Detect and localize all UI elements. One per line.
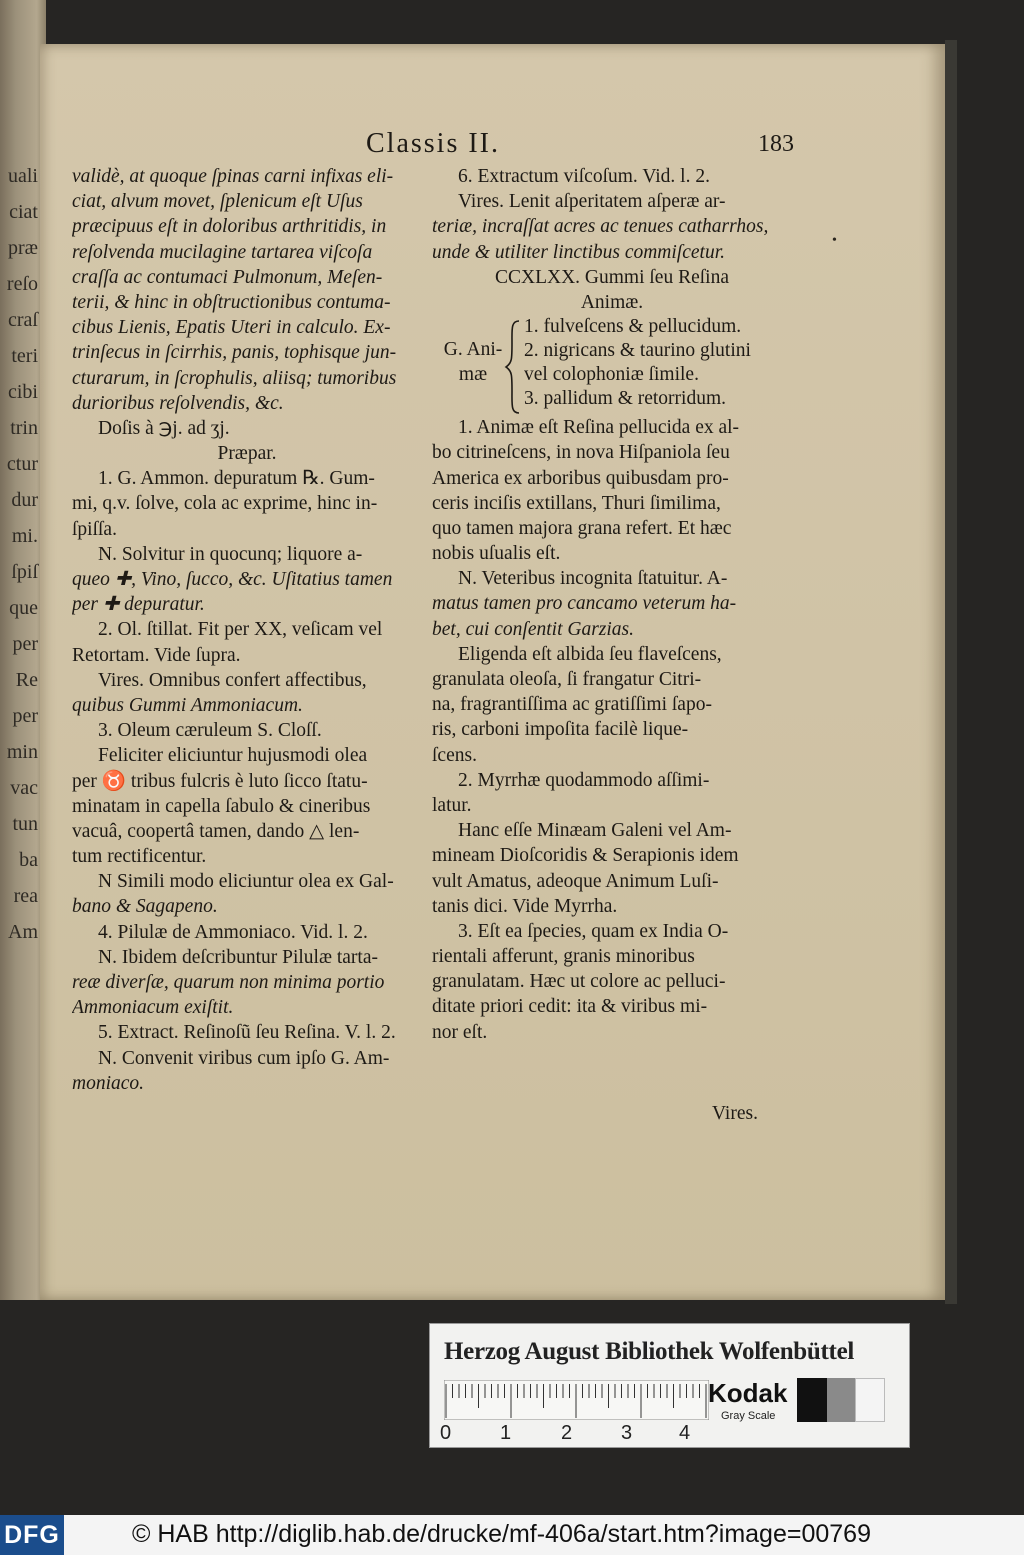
text-line: terii, & hinc in obſtructionibus contuma- xyxy=(72,291,391,313)
text-line: 4. Pilulæ de Ammoniaco. Vid. l. 2. xyxy=(98,921,368,943)
text-line: mi, q.v. ſolve, cola ac exprime, hinc in- xyxy=(72,493,378,515)
edge-fragment: ciat xyxy=(9,201,38,223)
text-line: Præpar. xyxy=(217,443,277,465)
right-column-top xyxy=(432,164,792,315)
page-shadow xyxy=(945,40,957,1304)
text-line: 1. G. Ammon. depuratum ℞. Gum- xyxy=(98,468,375,490)
text-line: cturarum, in ſcrophulis, aliisq; tumoribus xyxy=(72,367,397,389)
text-line: matus tamen pro cancamo veterum ha- xyxy=(432,593,737,615)
text-line: CCXLXX. Gummi ſeu Reſina xyxy=(495,266,729,288)
text-line: ſcens. xyxy=(432,744,477,766)
brace-table xyxy=(432,315,792,415)
edge-fragment: que xyxy=(9,597,38,619)
text-line: craſſa ac contumaci Pulmonum, Meſen- xyxy=(72,266,383,288)
text-line: quo tamen majora grana refert. Et hæc xyxy=(432,517,732,539)
text-line: queo ✚, Vino, ſucco, &c. Uſitatius tamen xyxy=(72,569,393,590)
text-line: 3. Oleum cæruleum S. Cloſſ. xyxy=(98,720,322,742)
scale-number: 0 xyxy=(440,1422,452,1444)
text-line: na, fragrantiſſima ac gratiſſimi ſapo- xyxy=(432,694,712,716)
scale-number: 2 xyxy=(561,1422,573,1444)
kodak-logo: Kodak xyxy=(708,1378,788,1408)
ruler-scale xyxy=(444,1380,709,1420)
text-line: vacuâ, coopertâ tamen, dando △ len- xyxy=(72,820,360,842)
text-line: durioribus reſolvendis, &c. xyxy=(72,392,284,414)
text-line: vult Amatus, adeoque Animum Luſi- xyxy=(432,870,719,892)
brace-items xyxy=(524,315,751,411)
text-line: N Simili modo eliciuntur olea ex Gal- xyxy=(98,871,394,893)
text-line: reæ diverſæ, quarum non minima portio xyxy=(72,972,385,993)
text-line: cibus Lienis, Epatis Uteri in calculo. Ex- xyxy=(72,317,391,339)
text-line: Doſis à ℈j. ad ʒj. xyxy=(98,417,230,439)
brace-label xyxy=(438,337,508,387)
edge-fragment: ctur xyxy=(6,453,38,475)
edge-fragment: Am xyxy=(8,921,38,943)
text-line: Eligenda eſt albida ſeu flaveſcens, xyxy=(458,643,722,665)
gray-patch-mid xyxy=(827,1378,855,1422)
edge-fragment: rea xyxy=(13,885,38,907)
catchword: Vires. xyxy=(712,1103,758,1124)
text-line: latur. xyxy=(432,794,472,816)
scale-number: 3 xyxy=(621,1422,633,1444)
text-line: per ♉ tribus fulcris è luto ſicco ſtatu- xyxy=(72,770,368,792)
text-line: nor eſt. xyxy=(432,1021,488,1043)
brace-label-line1: G. Ani- xyxy=(443,339,503,361)
right-column-bottom xyxy=(432,415,792,1045)
text-line: præcipuus eſt in doloribus arthritidis, in xyxy=(72,216,387,238)
brace-item: 3. pallidum & retorridum. xyxy=(524,388,727,410)
text-line: bet, cui conſentit Garzias. xyxy=(432,618,635,640)
text-line: 2. Ol. ſtillat. Fit per XX, veſicam vel xyxy=(98,619,383,641)
text-line: granulata oleoſa, ſi frangatur Citri- xyxy=(432,669,702,690)
text-line: 3. Eſt ea ſpecies, quam ex India O- xyxy=(458,920,729,942)
text-line: Ammoniacum exiſtit. xyxy=(72,997,234,1019)
text-line: quibus Gummi Ammoniacum. xyxy=(72,694,303,716)
text-line: trinſecus in ſcirrhis, panis, tophisque jun- xyxy=(72,342,397,364)
color-target-card xyxy=(429,1323,910,1448)
brace-label-line2: mæ xyxy=(458,364,488,386)
text-line: Animæ. xyxy=(580,291,644,313)
text-line: teriæ, incraſſat acres ac tenues catharrhos, xyxy=(432,216,769,238)
edge-fragment: craſ xyxy=(8,309,38,331)
text-line: nobis uſualis eſt. xyxy=(432,543,561,565)
edge-fragment: min xyxy=(6,741,38,763)
brace-item: vel colophoniæ ſimile. xyxy=(524,364,699,386)
edge-fragment: cibi xyxy=(8,381,38,403)
text-line: America ex arboribus quibusdam pro- xyxy=(432,467,729,489)
text-line: ceris inciſis extillans, Thuri ſimilima, xyxy=(432,492,721,514)
edge-fragment: Re xyxy=(15,669,38,691)
text-line: reſolvenda mucilagine tartarea viſcoſa xyxy=(72,241,373,263)
edge-fragment: per xyxy=(12,633,38,655)
gray-scale-label: Gray Scale xyxy=(721,1410,776,1422)
edge-fragment: trin xyxy=(10,417,38,439)
page-number: 183 xyxy=(758,131,794,157)
credit-line: © HAB http://diglib.hab.de/drucke/mf-406a/start.htm?image=00769 xyxy=(132,1520,871,1548)
text-line: validè, at quoque ſpinas carni infixas eli- xyxy=(72,166,394,187)
edge-fragment: præ xyxy=(8,237,38,259)
text-line: rientali afferunt, granis minoribus xyxy=(432,946,695,968)
edge-fragment: per xyxy=(12,705,38,727)
text-line: 2. Myrrhæ quodammodo aſſimi- xyxy=(458,769,710,791)
text-line: 6. Extractum viſcoſum. Vid. l. 2. xyxy=(458,166,710,187)
edge-fragment: dur xyxy=(11,489,38,511)
text-line: tum rectificentur. xyxy=(72,846,207,868)
right-column xyxy=(432,164,792,1045)
dfg-logo: DFG xyxy=(0,1515,64,1555)
text-line: ditate priori cedit: ita & viribus mi- xyxy=(432,996,708,1018)
text-line: Vires. Omnibus confert affectibus, xyxy=(98,669,367,691)
library-name: Herzog August Bibliothek Wolfenbüttel xyxy=(444,1338,855,1365)
text-line: moniaco. xyxy=(72,1072,145,1094)
text-line: Hanc eſſe Minæam Galeni vel Am- xyxy=(458,820,732,842)
edge-fragment: ſpiſ xyxy=(11,561,38,583)
text-line: ſpiſſa. xyxy=(72,518,117,540)
text-line: granulatam. Hæc ut colore ac pelluci- xyxy=(432,971,726,993)
text-line: per ✚ depuratur. xyxy=(72,594,205,616)
gray-patch-black xyxy=(797,1378,827,1422)
text-line: Feliciter eliciuntur hujusmodi olea xyxy=(98,745,368,767)
text-line: 5. Extract. Reſinoſũ ſeu Reſina. V. l. 2. xyxy=(98,1022,396,1044)
scale-number: 1 xyxy=(500,1422,512,1444)
edge-fragment: mi. xyxy=(11,525,38,547)
brace-item: 1. fulveſcens & pellucidum. xyxy=(524,316,742,338)
left-column xyxy=(72,164,422,1096)
curly-brace-icon xyxy=(504,319,522,415)
text-line: mineam Dioſcoridis & Serapionis idem xyxy=(432,845,739,867)
text-line: minatam in capella ſabulo & cineribus xyxy=(72,795,371,817)
edge-fragment: uali xyxy=(8,165,38,187)
text-line: ris, carboni impoſita facilè lique- xyxy=(432,719,689,741)
running-head: Classis II. xyxy=(366,128,500,159)
text-line: bano & Sagapeno. xyxy=(72,896,218,918)
scale-number: 4 xyxy=(679,1422,691,1444)
text-line: ciat, alvum movet, ſplenicum eſt Uſus xyxy=(72,191,363,213)
text-line: Retortam. Vide ſupra. xyxy=(72,644,241,666)
edge-fragment: tun xyxy=(12,813,38,835)
text-line: 1. Animæ eſt Reſina pellucida ex al- xyxy=(458,417,740,439)
text-line: N. Veteribus incognita ſtatuitur. A- xyxy=(458,568,728,590)
edge-fragment: teri xyxy=(11,345,38,367)
gray-patch-white xyxy=(855,1378,885,1422)
edge-fragment: reſo xyxy=(6,273,38,295)
text-line: N. Ibidem deſcribuntur Pilulæ tarta- xyxy=(98,946,378,968)
text-line: bo citrineſcens, in nova Hiſpaniola ſeu xyxy=(432,442,730,464)
text-line: N. Convenit viribus cum ipſo G. Am- xyxy=(98,1047,390,1069)
text-line: Vires. Lenit aſperitatem aſperæ ar- xyxy=(458,191,726,213)
text-line: N. Solvitur in quocunq; liquore a- xyxy=(98,543,363,565)
edge-fragment: vac xyxy=(10,777,38,799)
brace-item: 2. nigricans & taurino glutini xyxy=(524,340,751,362)
edge-fragment: ba xyxy=(19,849,38,871)
text-line: tanis dici. Vide Myrrha. xyxy=(432,895,618,917)
text-line: unde & utiliter linctibus commiſcetur. xyxy=(432,241,726,263)
gray-patches xyxy=(797,1378,885,1422)
margin-dot: • xyxy=(832,233,837,248)
